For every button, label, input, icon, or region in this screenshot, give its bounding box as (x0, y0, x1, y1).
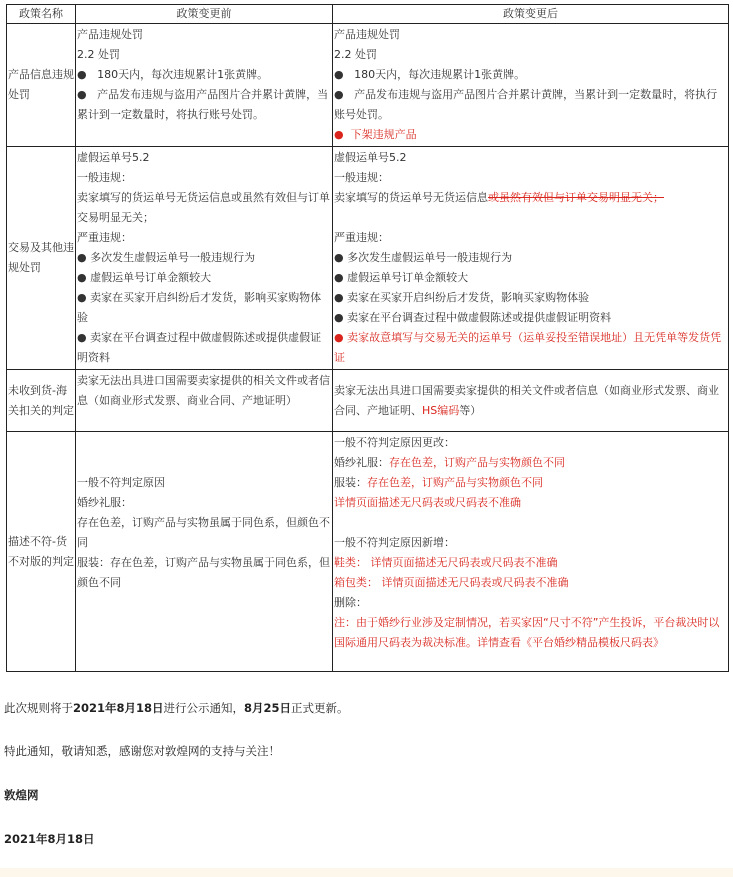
after-cell (333, 24, 729, 147)
notice-paragraph: 此次规则将于2021年8月18日进行公示通知，8月25日正式更新。 (4, 701, 349, 715)
bullet-item: ● 多次发生虚假运单号一般违规行为 (334, 251, 513, 264)
table-row (7, 370, 729, 432)
bullet-item: ● 180天内，每次违规累计1张黄牌。 (77, 68, 269, 81)
bottom-band (0, 868, 733, 877)
policy-name-cell: 未收到货-海关扣关的判定 (7, 370, 76, 432)
text-line: 2.2 处罚 (334, 48, 377, 61)
thanks-paragraph: 特此通知，敬请知悉，感谢您对敦煌网的支持与关注！ (4, 744, 280, 758)
text-line: 卖家填写的货运单号无货运信息或虽然有效但与订单交易明显无关； (334, 191, 664, 204)
before-cell (76, 24, 333, 147)
bullet-item: ● 180天内，每次违规累计1张黄牌。 (334, 68, 526, 81)
text-line: 虚假运单号5.2 (77, 151, 150, 164)
before-cell: 卖家无法出具进口国需要卖家提供的相关文件或者信息（如商业形式发票、商业合同、产地证明） (76, 370, 333, 432)
table-row (7, 432, 729, 672)
text-line: 鞋类： 详情页面描述无尺码表或尺码表不准确 (334, 556, 558, 569)
text-line: 详情页面描述无尺码表或尺码表不准确 (334, 496, 521, 509)
text-line: 2.2 处罚 (77, 48, 120, 61)
text-line: 箱包类： 详情页面描述无尺码表或尺码表不准确 (334, 576, 569, 589)
after-cell (333, 432, 729, 672)
table-row (7, 147, 729, 370)
text-line: 一般不符判定原因新增： (334, 536, 455, 549)
header-after: 政策变更后 (333, 5, 729, 24)
bullet-item-added: ● 下架违规产品 (334, 128, 417, 141)
policy-name-cell: 交易及其他违规处罚 (7, 147, 76, 370)
bullet-item: ● 卖家在买家开启纠纷后才发货，影响买家购物体验 (334, 291, 590, 304)
date: 2021年8月18日 (4, 832, 95, 846)
text-line: 服装：存在色差，订购产品与实物颜色不同 (334, 476, 543, 489)
text-line: 严重违规： (334, 231, 389, 244)
after-cell (333, 147, 729, 370)
policy-name-cell: 产品信息违规处罚 (7, 24, 76, 147)
bullet-item: ● 卖家在买家开启纠纷后才发货，影响买家购物体验 (77, 291, 322, 324)
text-line: 婚纱礼服：存在色差，订购产品与实物颜色不同 (334, 456, 565, 469)
text-line: 产品违规处罚 (334, 28, 400, 41)
header-policy-name: 政策名称 (7, 5, 76, 24)
text-line: 删除： (334, 596, 367, 609)
table-row (7, 24, 729, 147)
header-before: 政策变更前 (76, 5, 333, 24)
bullet-item: ● 产品发布违规与盗用产品图片合并累计黄牌，当累计到一定数量时，将执行账号处罚。 (77, 88, 329, 121)
bullet-item: ● 卖家在平台调查过程中做虚假陈述或提供虚假证明资料 (77, 331, 322, 364)
text-line: 产品违规处罚 (77, 28, 143, 41)
before-cell (76, 147, 333, 370)
text-line: 存在色差，订购产品与实物虽属于同色系，但颜色不同 (77, 516, 330, 549)
bullet-item: ● 虚假运单号订单金额较大 (77, 271, 212, 284)
bullet-item: ● 产品发布违规与盗用产品图片合并累计黄牌，当累计到一定数量时，将执行账号处罚。 (334, 88, 718, 121)
text-line: 一般不符判定原因更改： (334, 436, 455, 449)
text-line: 一般违规： (77, 171, 132, 184)
text-line: 服装：存在色差，订购产品与实物虽属于同色系，但颜色不同 (77, 556, 330, 589)
policy-change-table (6, 4, 729, 672)
text-line: 婚纱礼服： (77, 496, 132, 509)
text-line: 卖家填写的货运单号无货运信息或虽然有效但与订单交易明显无关； (77, 191, 330, 224)
text-line: 虚假运单号5.2 (334, 151, 407, 164)
struck-text: 或虽然有效但与订单交易明显无关； (488, 191, 664, 204)
table-header-row (7, 5, 729, 24)
after-cell: 卖家无法出具进口国需要卖家提供的相关文件或者信息（如商业形式发票、商业合同、产地证明、HS编码等） (333, 370, 729, 432)
text-line: 一般不符判定原因 (77, 476, 165, 489)
bullet-item-added: ● 卖家故意填写与交易无关的运单号（运单妥投至错误地址）且无凭单等发货凭证 (334, 331, 722, 364)
signature: 敦煌网 (4, 788, 39, 802)
bullet-item: ● 卖家在平台调查过程中做虚假陈述或提供虚假证明资料 (334, 311, 612, 324)
text-line: 注：由于婚纱行业涉及定制情况，若买家因“尺寸不符”产生投诉，平台裁决时以国际通用尺码表为裁决标准。详情查看《平台婚纱精品模板尺码表》 (334, 616, 720, 649)
bullet-item: ● 多次发生虚假运单号一般违规行为 (77, 251, 256, 264)
text-line: 一般违规： (334, 171, 389, 184)
text-line: 严重违规： (77, 231, 132, 244)
bullet-item: ● 虚假运单号订单金额较大 (334, 271, 469, 284)
policy-name-cell: 描述不符-货不对版的判定 (7, 432, 76, 672)
hs-code-text: HS编码 (422, 403, 460, 417)
before-cell (76, 432, 333, 672)
